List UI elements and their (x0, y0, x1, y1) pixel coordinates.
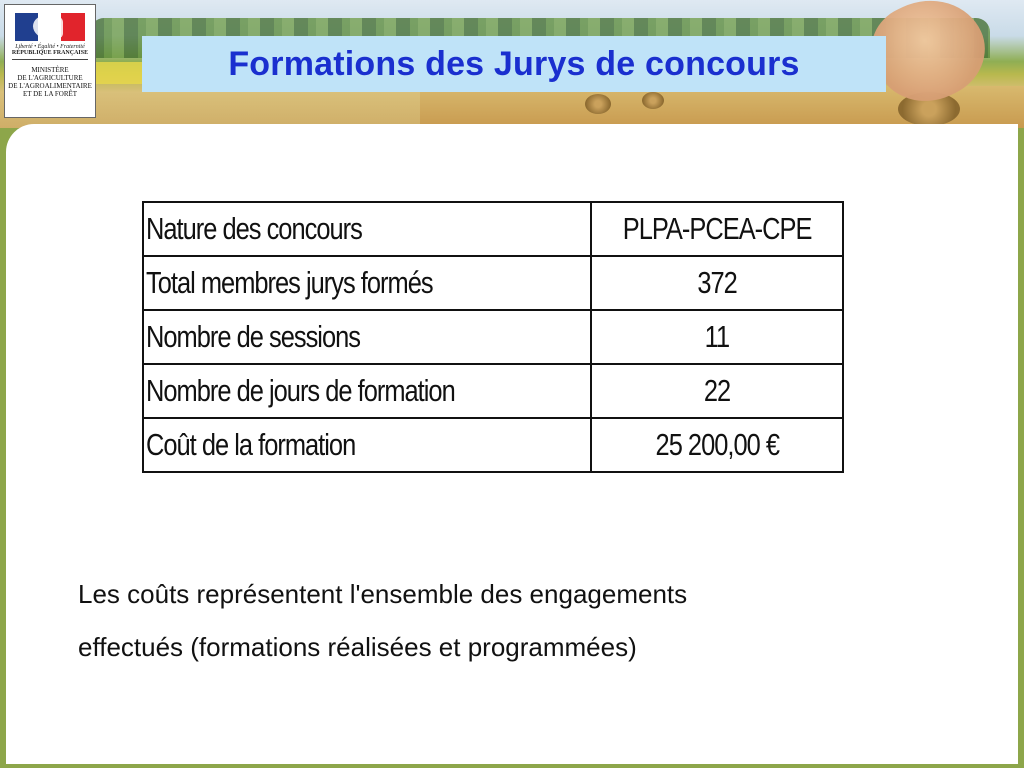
hay-bale (642, 92, 664, 109)
row-label: Nombre de jours de formation (143, 364, 591, 418)
summary-table (142, 201, 844, 473)
ministry-logo (4, 4, 96, 118)
logo-motto: Liberté • Égalité • Fraternité (15, 44, 85, 50)
row-label: Nombre de sessions (143, 310, 591, 364)
right-frame-stripe (1018, 150, 1024, 768)
table-row (143, 310, 843, 364)
row-value: 11 (591, 310, 843, 364)
logo-republic: RÉPUBLIQUE FRANÇAISE (12, 50, 88, 60)
table-row (143, 256, 843, 310)
cost-note-line: effectués (formations réalisées et programmées) (78, 632, 637, 662)
table-row (143, 202, 843, 256)
cost-note-line: Les coûts représentent l'ensemble des engagements (78, 579, 688, 609)
row-value: 25 200,00 € (591, 418, 843, 472)
row-label: Coût de la formation (143, 418, 591, 472)
row-label: Total membres jurys formés (143, 256, 591, 310)
table-row (143, 418, 843, 472)
row-value: 22 (591, 364, 843, 418)
title-bar (142, 36, 886, 92)
logo-ministry: MINISTÈRE DE L'AGRICULTURE DE L'AGROALIMENTAIRE ET DE LA FORÊT (8, 66, 92, 98)
hay-bale (585, 94, 611, 114)
row-label: Nature des concours (143, 202, 591, 256)
row-value: PLPA-PCEA-CPE (591, 202, 843, 256)
table-row (143, 364, 843, 418)
cost-note (78, 568, 938, 674)
row-value: 372 (591, 256, 843, 310)
page-title: Formations des Jurys de concours (228, 44, 800, 83)
marianne-flag-icon (15, 13, 85, 41)
